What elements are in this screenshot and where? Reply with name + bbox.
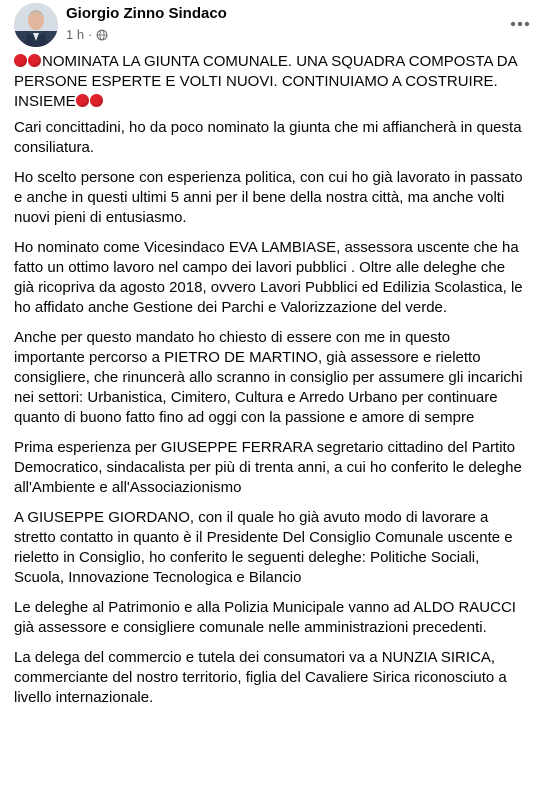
post-paragraph: Le deleghe al Patrimonio e alla Polizia Municipale vanno ad ALDO RAUCCI già assessore e consigliere comunale nelle amministrazioni precedenti. (14, 599, 516, 636)
author-name[interactable]: Giorgio Zinno Sindaco (66, 5, 227, 22)
headline-text: NOMINATA LA GIUNTA COMUNALE. UNA SQUADRA COMPOSTA DA PERSONE ESPERTE E VOLTI NUOVI. CONTINUIAMO A COSTRUIRE. INSIEME (14, 53, 517, 110)
post-paragraph: Ho scelto persone con esperienza politica, con cui ho già lavorato in passato e anche in questi ultimi 5 anni per il bene della nostra città, ma anche volti nuovi pieni di entusiasmo. (14, 169, 523, 226)
post-paragraph: La delega del commercio e tutela dei consumatori va a NUNZIA SIRICA, commerciante del nostro territorio, figlia del Cavaliere Sirica riconosciuto a livello internazionale. (14, 649, 507, 706)
post-meta (66, 27, 108, 42)
post-paragraph: A GIUSEPPE GIORDANO, con il quale ho già avuto modo di lavorare a stretto contatto in quanto è il Presidente Del Consiglio Comunale uscente e rieletto in Consiglio, ho conferito le seguenti deleghe: Politiche Sociali, Scuola, Innovazione Tecnologica e Bilancio (14, 509, 513, 586)
meta-separator: · (88, 27, 93, 42)
red-circle-emoji (76, 94, 89, 107)
red-circle-emoji (28, 54, 41, 67)
more-options-button[interactable] (505, 14, 535, 34)
post-body (14, 52, 536, 718)
globe-icon (96, 29, 108, 41)
post-paragraph: Anche per questo mandato ho chiesto di essere con me in questo importante percorso a PIETRO DE MARTINO, già assessore e rieletto consigliere, che rinuncerà allo scranno in consiglio per assumere gli incarichi nei settori: Urbanistica, Cimitero, Cultura e Arredo Urbano per continuare quanto di buono fatto fino ad oggi con la passione e amore di sempre (14, 329, 523, 426)
post-paragraph: Ho nominato come Vicesindaco EVA LAMBIASE, assessora uscente che ha fatto un ottimo lavoro nel campo dei lavori pubblici . Oltre alle deleghe che già ricopriva da agosto 2018, ovvero Lavori Pubblici ed Edilizia Scolastica, le ho affidato anche Gestione dei Parchi e Valorizzazione del verde. (14, 239, 523, 316)
post-headline (14, 52, 524, 112)
avatar-photo (14, 3, 58, 47)
post-time[interactable]: 1 h (66, 27, 85, 42)
author-avatar[interactable] (14, 3, 58, 47)
red-circle-emoji (14, 54, 27, 67)
post-paragraph: Prima esperienza per GIUSEPPE FERRARA segretario cittadino del Partito Democratico, sindacalista per più di trenta anni, a cui ho conferito le deleghe all'Ambiente e all'Associazionismo (14, 439, 522, 496)
more-options-icon (510, 21, 530, 27)
post-header (0, 0, 543, 52)
post-paragraph: Cari concittadini, ho da poco nominato la giunta che mi affiancherà in questa consiliatura. (14, 119, 522, 156)
red-circle-emoji (90, 94, 103, 107)
